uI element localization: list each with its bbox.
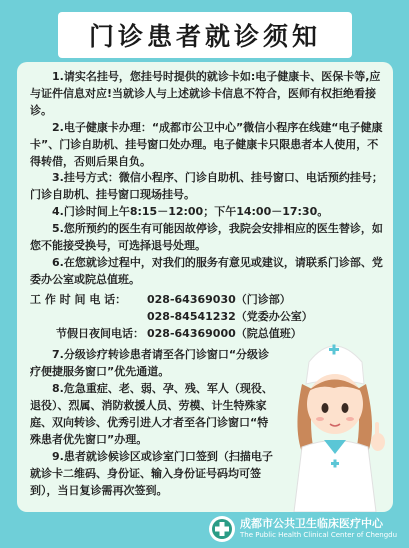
workday-phone-1: 028-64369030（门诊部） (147, 293, 291, 306)
hospital-logo-icon (208, 515, 236, 543)
notice-item-7: 7.分级诊疗转诊患者请至各门诊窗口“分级诊疗便捷服务窗口”优先通道。 (30, 348, 270, 378)
workday-phone-2: 028-84541232（党委办公室） (147, 310, 313, 323)
notice-item-3: 3.挂号方式：微信小程序、门诊自助机、挂号窗口、电话预约挂号；门诊自助机、挂号窗口现场挂号。 (30, 171, 383, 201)
notice-item-9: 9.患者就诊候诊区或诊室门口签到（扫描电子就诊卡二维码、身份证、输入身份证号码均可签到），当日复诊需再次签到。 (30, 450, 273, 497)
page-title: 门诊患者就诊须知 (88, 22, 321, 51)
notice-item-8: 8.危急重症、老、弱、孕、残、军人（现役、退役）、烈属、消防救援人员、劳模、计生特殊家庭、双向转诊、优秀引进人才者至各门诊窗口“特殊患者优先窗口”办理。 (30, 382, 273, 446)
notice-item-5: 5.您所预约的医生有可能因故停诊，我院会安排相应的医生替诊，如您不能接受换号，可选择退号处理。 (30, 222, 383, 252)
night-phone-label: 节假日夜间电话： (56, 327, 144, 340)
workday-phone-label: 工 作 时 间 电 话： (30, 293, 127, 306)
title-banner (58, 12, 352, 58)
notice-item-4: 4.门诊时间上午8:15－12:00；下午14:00－17:30。 (52, 205, 329, 218)
hospital-name-en: The Public Health Clinical Center of Chengdu (240, 531, 398, 539)
notice-item-6: 6.在您就诊过程中，对我们的服务有意见或建议，请联系门诊部、党委办公室或院总值班。 (30, 256, 383, 286)
nurse-illustration (274, 322, 394, 512)
night-phone: 028-64369000（院总值班） (147, 327, 302, 340)
notice-item-2: 2.电子健康卡办理：“成都市公卫中心”微信小程序在线建“电子健康卡”、门诊自助机、挂号窗口处办理。电子健康卡只限患者本人使用，不得转借，否则后果自负。 (30, 121, 383, 168)
hospital-name-cn: 成都市公共卫生临床医疗中心 (240, 517, 383, 530)
notice-item-1: 1.请实名挂号，您挂号时提供的就诊卡如:电子健康卡、医保卡等,应与证件信息对应!当就诊人与上述就诊卡信息不符合，医师有权拒绝看接诊。 (30, 70, 381, 117)
